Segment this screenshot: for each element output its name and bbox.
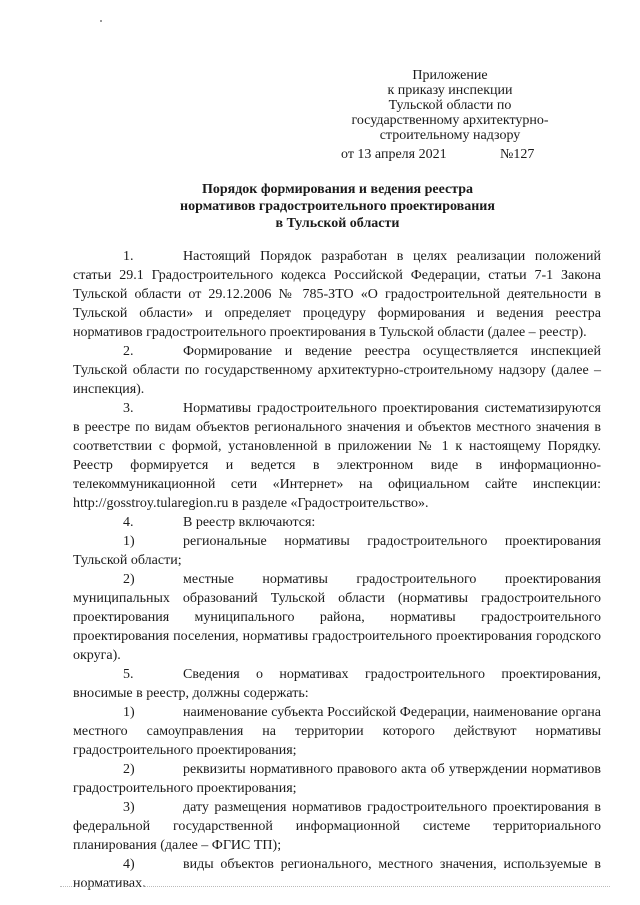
- subitem: [73, 532, 601, 570]
- subitem-number: 1): [123, 705, 135, 720]
- subitem-number: 3): [123, 800, 135, 815]
- subitem-number: 2): [123, 572, 135, 587]
- title-line: в Тульской области: [275, 216, 400, 231]
- paragraph: [73, 513, 601, 532]
- subitem-text: местные нормативы градостроительного проектирования муниципальных образований Тульской области (нормативы градостроительного проектирования муниципального района, нормативы градостроительного проектирования поселения, нормативы градостроительного проектирования городского округа).: [73, 572, 601, 663]
- paragraph: [73, 399, 601, 513]
- paragraph-text: Настоящий Порядок разработан в целях реализации положений статьи 29.1 Градостроительного кодекса Российской Федерации, статьи 7-1 Закона Тульской области от 29.12.2006 № 785-ЗТО «О градостроительной деятельности в Тульской области» и определяет процедуру формирования и ведения реестра нормативов градостроительного проектирования в Тульской области (далее – реестр).: [73, 249, 601, 340]
- subitem-text: реквизиты нормативного правового акта об утверждении нормативов градостроительного проектирования;: [73, 762, 601, 796]
- document-body: [73, 247, 601, 893]
- title-line: Порядок формирования и ведения реестра: [201, 182, 474, 197]
- subitem-number: 2): [123, 762, 135, 777]
- subitem-text: дату размещения нормативов градостроительного проектирования в федеральной государственной информационной системе территориального планирования (далее – ФГИС ТП);: [73, 800, 601, 853]
- appendix-header: [330, 68, 570, 143]
- appendix-line: к приказу инспекции: [387, 83, 513, 98]
- subitem-text: региональные нормативы градостроительного проектирования Тульской области;: [73, 534, 601, 568]
- paragraph: [73, 665, 601, 703]
- order-number: №127: [500, 147, 535, 162]
- paragraph-number: 4.: [123, 515, 134, 530]
- document-title: [60, 181, 615, 232]
- subitem-text: наименование субъекта Российской Федерации, наименование органа местного самоуправления на территории которого действуют нормативы градостроительного проектирования;: [73, 705, 601, 758]
- paragraph-number: 5.: [123, 667, 134, 682]
- scan-footer-artifact: [60, 886, 610, 887]
- paragraph-number: 1.: [123, 249, 134, 264]
- appendix-line: строительному надзору: [379, 128, 521, 143]
- scan-speck: [100, 20, 102, 22]
- subitem: [73, 703, 601, 760]
- paragraph-text: Нормативы градостроительного проектирования систематизируются в реестре по видам объектов регионального значения и объектов местного значения в соответствии с формой, установленной в приложении № 1 к настоящему Порядку. Реестр формируется и ведется в электронном виде в информационно-телекоммуникационной сети «Интернет» на официальном сайте инспекции: http://gosstroy.tularegion.ru в разделе «Градостроительство».: [73, 401, 601, 511]
- paragraph-number: 3.: [123, 401, 134, 416]
- order-date: от 13 апреля 2021: [341, 147, 447, 162]
- subitem-text: виды объектов регионального, местного значения, используемые в нормативах.: [73, 857, 601, 891]
- subitem: [73, 798, 601, 855]
- subitem: [73, 570, 601, 665]
- paragraph: [73, 247, 601, 342]
- title-line: нормативов градостроительного проектирования: [180, 199, 495, 214]
- subitem: [73, 855, 601, 893]
- appendix-line: государственному архитектурно-: [351, 113, 549, 128]
- order-date-number: [341, 147, 581, 163]
- subitem: [73, 760, 601, 798]
- paragraph-text: Сведения о нормативах градостроительного проектирования, вносимые в реестр, должны содержать:: [73, 667, 601, 701]
- subitem-number: 4): [123, 857, 135, 872]
- appendix-line: Приложение: [412, 68, 488, 83]
- paragraph-text: Формирование и ведение реестра осуществляется инспекцией Тульской области по государственному архитектурно-строительному надзору (далее – инспекция).: [73, 344, 601, 397]
- paragraph-number: 2.: [123, 344, 134, 359]
- paragraph: [73, 342, 601, 399]
- appendix-line: Тульской области по: [388, 98, 512, 113]
- paragraph-text: В реестр включаются:: [183, 515, 316, 530]
- subitem-number: 1): [123, 534, 135, 549]
